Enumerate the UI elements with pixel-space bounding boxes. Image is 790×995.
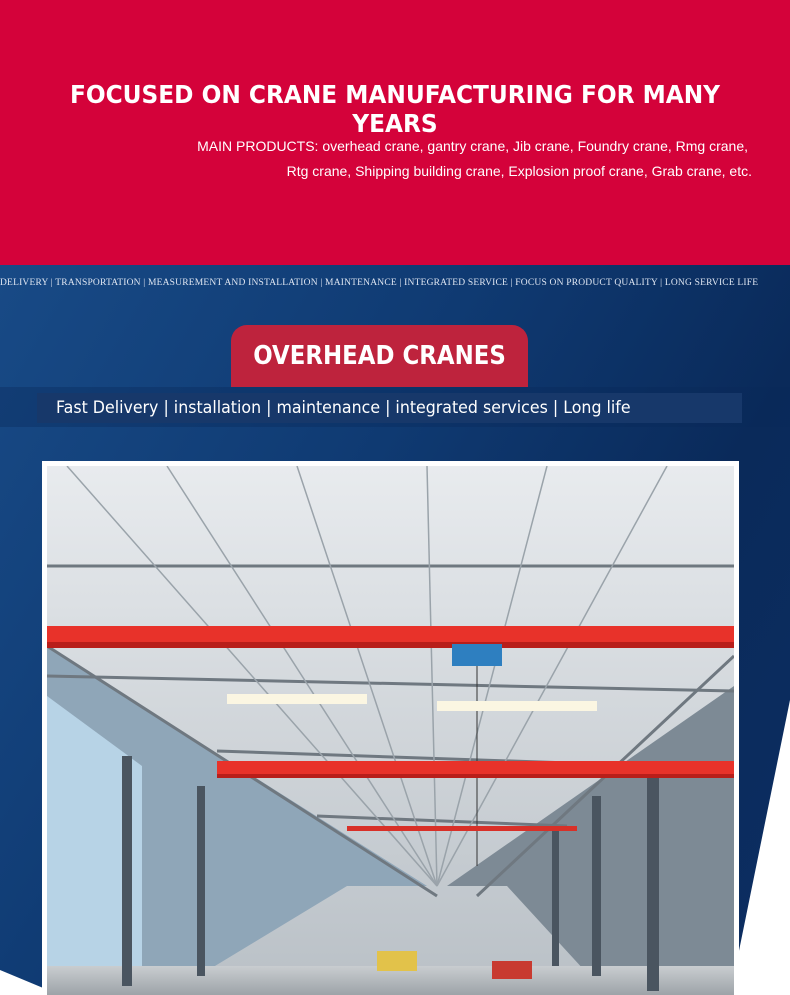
header-banner — [0, 0, 790, 265]
section-badge — [231, 325, 528, 387]
page-title: FOCUSED ON CRANE MANUFACTURING FOR MANY YEARS — [69, 80, 721, 138]
services-strip: DELIVERY | TRANSPORTATION | MEASUREMENT AND INSTALLATION | MAINTENANCE | INTEGRATED SERVICE | FOCUS ON PRODUCT QUALITY | LONG SERVICE LIFE — [0, 278, 759, 288]
section-badge-label: OVERHEAD CRANES — [253, 341, 506, 371]
main-products-line-2: Rtg crane, Shipping building crane, Explosion proof crane, Grab crane, etc. — [286, 163, 752, 179]
overhead-crane-photo — [42, 461, 739, 995]
tagline-bar — [37, 393, 742, 423]
decorative-wedge — [730, 700, 790, 995]
main-products-line-1: MAIN PRODUCTS: overhead crane, gantry crane, Jib crane, Foundry crane, Rmg crane, — [197, 138, 748, 154]
factory-crane-image — [47, 466, 734, 995]
tagline-text: Fast Delivery | installation | maintenance | integrated services | Long life — [56, 398, 631, 418]
